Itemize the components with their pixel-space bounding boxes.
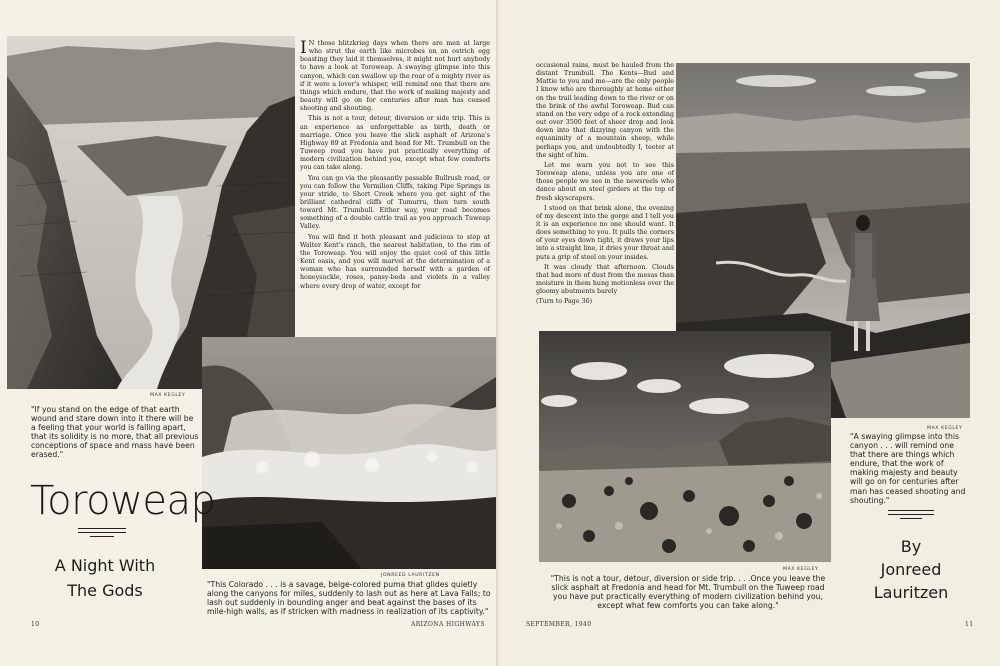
photo-caption: "A swaying glimpse into this canyon . . . will remind one that there are things which endure, that the work of making majesty and beauty will go on for centuries after man has ceased shooting and shouting."	[850, 432, 966, 505]
article-paragraph: I stood on that brink alone, the evening of my descent into the gorge and I tell you it is an experience no one should want. It does something to you. It pulls the corners of your eyes down tight, it draws your lips into a straight line, it dries your throat and puts a grip of steel on your insides.	[536, 204, 674, 261]
left-article-column	[300, 40, 490, 293]
photo-caption: "This is not a tour, detour, diversion or side trip. . . .Once you leave the slick asphalt at Fredonia and head for Mt. Trumbull on the Tuweep road you have put practically everything of modern civilization behind you, except what few comforts you can take along."	[550, 574, 826, 611]
article-title: Toroweap	[30, 478, 216, 524]
article-paragraph: You can go via the pleasantly passable Bullrush road, or you can follow the Vermilion Cliffs, taking Pipe Springs in your stride, to Short Creek where you get sight of the brilliant cathedral cliffs of Tumurru, then turn south toward Mt. Trumbull. Either way, your road becomes something of a double cattle trail as you approach Tuweap Valley.	[300, 174, 490, 231]
drop-cap: I	[300, 38, 307, 58]
article-subtitle: A Night With The Gods	[54, 556, 156, 600]
left-page	[0, 0, 497, 666]
photo-caption: "This Colorado . . . is a savage, beige-colored puma that glides quietly along the canyons for miles, suddenly to lash out as here at Lava Falls; to lash out suddenly in bounding anger and beat against the bases of its mile-high walls, as if stricken with madness in realization of its captivity."	[207, 580, 491, 617]
photo-credit: JONREED LAURITZEN	[381, 573, 440, 578]
title-rule	[78, 532, 126, 533]
desert-mesa-photo	[539, 331, 831, 562]
article-paragraph: occasional rains, must be hauled from the distant Trumbull. The Kents—Bud and Mattie to you and me—are the only people I know who are thoroughly at home either on the trail leading down to the river or on the brink of the awful Toroweap. Bud can stand on the very edge of a rock extending out over 3500 feet of sheer drop and look down into that dizzying canyon with the equanimity of a mountain sheep, while perhaps you, and undoubtedly I, teeter at the sight of him.	[536, 62, 674, 159]
right-article-column	[536, 62, 674, 309]
issue-date: SEPTEMBER, 1940	[526, 621, 592, 628]
article-paragraph: This is not a tour, detour, diversion or side trip. This is an experience as unforgettable as birth, death or marriage. Once you leave the slick asphalt of Arizona's Highway 89 at Fredonia and head for Mt. Trumbull on the Tuweep road you have put practically everything of modern civilization behind you, except what few comforts you can take along.	[300, 115, 490, 172]
magazine-name: ARIZONA HIGHWAYS	[411, 621, 485, 628]
photo-credit: MAX KEGLEY	[927, 426, 963, 431]
quote-caption: "If you stand on the edge of that earth wound and stare down into it there will be a feeling that your world is falling apart, that its solidity is no more, that all previous conceptions of space and mass have been erased."	[31, 405, 199, 460]
photo-credit: MAX KEGLEY	[150, 393, 186, 398]
title-rule	[90, 536, 114, 537]
article-paragraph: Let me warn you not to see this Toroweap alone, unless you are one of those people we see in the newsreels who dance about on steel girders at the top of fresh skyscrapers.	[536, 161, 674, 202]
title-rule	[78, 528, 126, 529]
byline-rule	[888, 514, 934, 515]
continued-note: (Turn to Page 36)	[536, 298, 593, 306]
author-byline: By Jonreed Lauritzen	[873, 537, 949, 602]
byline-rule	[888, 510, 934, 511]
article-paragraph: It was cloudy that afternoon. Clouds that had more of dust from the mesas than moisture in them hung motionless over the gloomy abutments barely	[536, 263, 674, 296]
byline-rule	[900, 518, 922, 519]
lava-falls-photo	[202, 337, 496, 569]
photo-credit: MAX KEGLEY	[783, 567, 819, 572]
intro-paragraph: I N those blitzkrieg days when there are men at large who strut the earth like microbes on an ostrich egg boasting they laid it themselves, it might not hurt anybody to have a look at Toroweap. A swaying glimpse into this canyon, which can swallow up the roar of a mighty river as if it were a lover's whisper, will remind one that there are things which endure, that the work of making majesty and beauty will go on for centuries after man has ceased shooting and shouting.	[300, 38, 490, 113]
page-number: 11	[965, 621, 974, 628]
page-number: 10	[31, 621, 40, 628]
right-page	[499, 0, 1000, 666]
article-paragraph: You will find it both pleasant and judicious to stop at Walter Kent's ranch, the nearest habitation, to the rim of the Toroweap. You will enjoy the quiet cool of this little Kent oasis, and you will marvel at the determination of a woman who has surrounded herself with a garden of honeysuckle, roses, pansy-beds and violets in a valley where every drop of water, except for	[300, 233, 490, 290]
